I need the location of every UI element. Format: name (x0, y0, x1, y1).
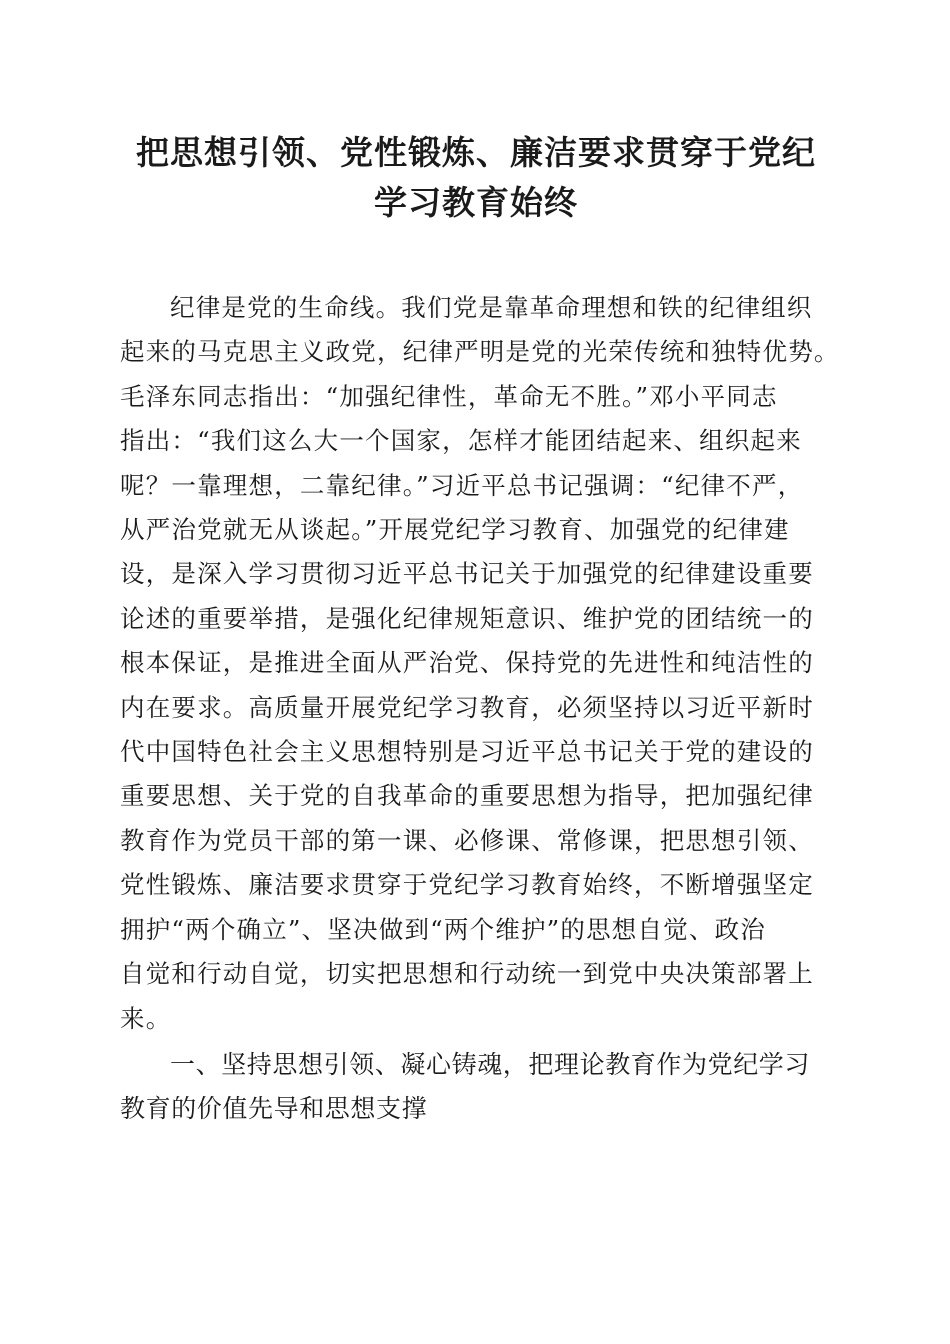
paragraph-line: 纪律是党的生命线。我们党是靠革命理想和铁的纪律组织 (170, 293, 813, 322)
paragraph-line: 重要思想、关于党的自我革命的重要思想为指导，把加强纪律 (120, 781, 814, 811)
paragraph-line: 教育作为党员干部的第一课、必修课、常修课，把思想引领、 (120, 825, 814, 855)
intro-paragraph (120, 286, 840, 1041)
paragraph-line: 论述的重要举措，是强化纪律规矩意识、维护党的团结统一的 (120, 603, 814, 633)
paragraph-line: 起来的马克思主义政党，纪律严明是党的光荣传统和独特优势。 (120, 337, 840, 367)
paragraph-line: 来。 (120, 1003, 172, 1033)
title-line: 学习教育始终 (374, 183, 578, 222)
paragraph-line: 自觉和行动自觉，切实把思想和行动统一到党中央决策部署上 (120, 959, 814, 989)
paragraph-line: 拥护“两个确立”、坚决做到“两个维护”的思想自觉、政治 (120, 914, 766, 944)
paragraph-line: 呢？一靠理想，二靠纪律。”习近平总书记强调：“纪律不严， (120, 470, 804, 500)
document-title (120, 128, 832, 228)
section-heading (120, 1043, 832, 1132)
title-line: 把思想引领、党性锻炼、廉洁要求贯穿于党纪 (136, 133, 816, 172)
paragraph-line: 内在要求。高质量开展党纪学习教育，必须坚持以习近平新时 (120, 692, 814, 722)
paragraph-line: 根本保证，是推进全面从严治党、保持党的先进性和纯洁性的 (120, 648, 814, 678)
section-heading-line: 一、坚持思想引领、凝心铸魂，把理论教育作为党纪学习 (170, 1049, 811, 1079)
paragraph-line: 代中国特色社会主义思想特别是习近平总书记关于党的建设的 (120, 737, 814, 767)
paragraph-line: 党性锻炼、廉洁要求贯穿于党纪学习教育始终，不断增强坚定 (120, 870, 814, 900)
paragraph-line: 从严治党就无从谈起。”开展党纪学习教育、加强党的纪律建 (120, 515, 790, 545)
document-page (120, 128, 840, 1132)
paragraph-line: 设，是深入学习贯彻习近平总书记关于加强党的纪律建设重要 (120, 559, 814, 589)
paragraph-line: 毛泽东同志指出：“加强纪律性，革命无不胜。”邓小平同志 (120, 381, 778, 411)
section-heading-line: 教育的价值先导和思想支撑 (120, 1094, 428, 1124)
paragraph-line: 指出：“我们这么大一个国家，怎样才能团结起来、组织起来 (120, 426, 802, 456)
